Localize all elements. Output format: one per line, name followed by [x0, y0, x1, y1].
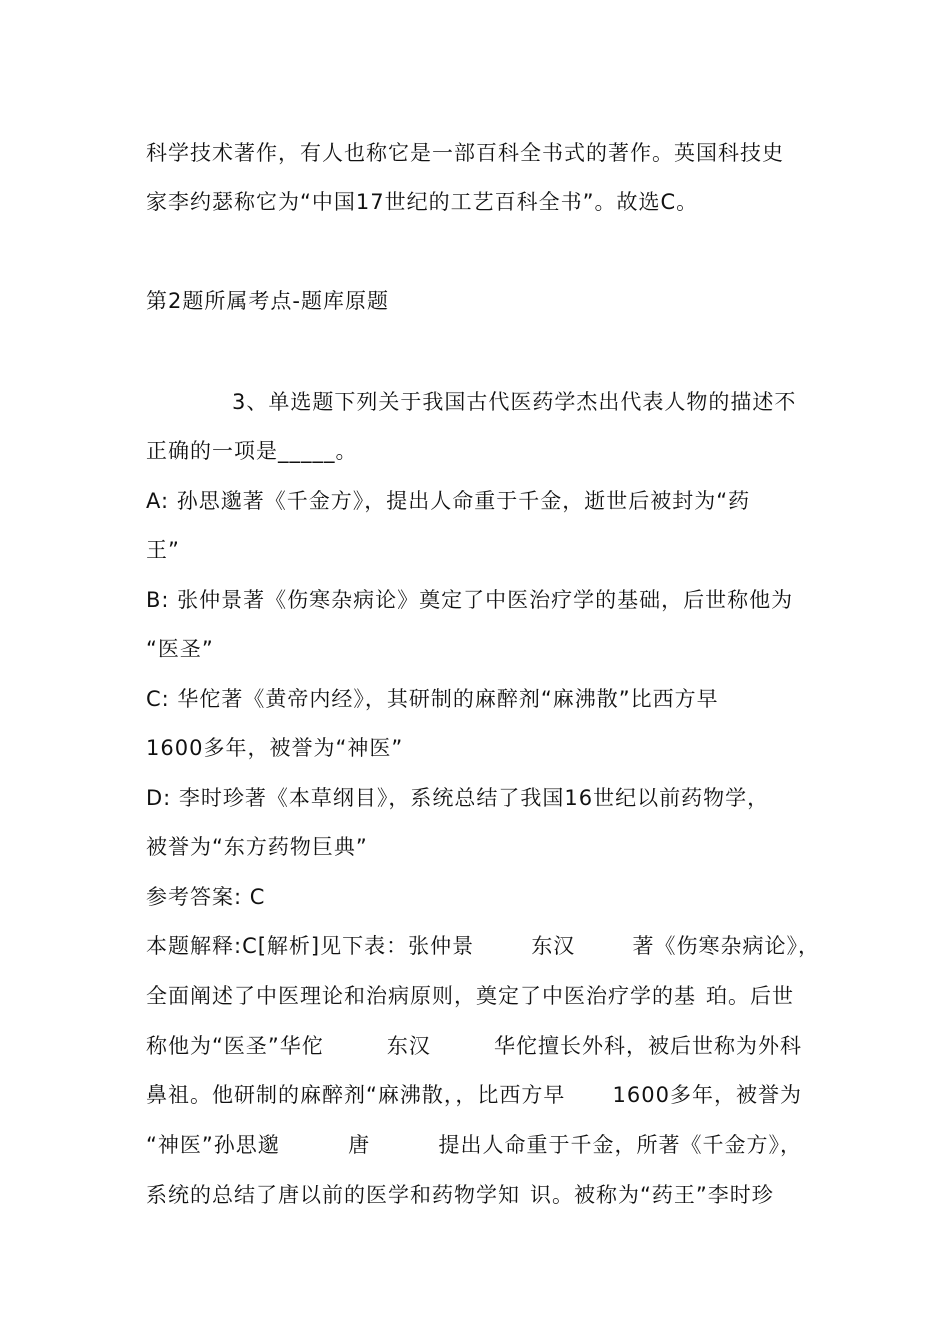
explanation-line: [146, 1180, 826, 1210]
explanation-line: [146, 1080, 802, 1110]
explanation-segment: 本题解释:C[解析]见下表：张仲景: [146, 934, 475, 958]
explanation-segment: 东汉: [386, 1034, 431, 1058]
section-heading: 第2题所属考点-题库原题: [146, 289, 389, 313]
explanation-segment: “神医”孙思邈: [146, 1133, 280, 1157]
explanation-segment: 珀。后世: [706, 984, 794, 1008]
question-stem-cont: 正确的一项是_____。: [146, 439, 358, 463]
answer-line: 参考答案: C: [146, 885, 266, 909]
explanation-line: [146, 1031, 802, 1061]
explanation-segment: 称他为“医圣”华佗: [146, 1034, 324, 1058]
explanation-segment: 著《伤寒杂病论》，: [632, 934, 820, 958]
explanation-segment: 鼻祖。他研制的麻醉剂“麻沸散，，比西方早: [146, 1083, 566, 1107]
explanation-line: [146, 981, 826, 1011]
option-b-cont: “医圣”: [146, 637, 214, 661]
text-line: 家李约瑟称它为“中国17世纪的工艺百科全书”。故选C。: [146, 190, 699, 214]
option-c: C: 华佗著《黄帝内经》，其研制的麻醉剂“麻沸散”比西方早: [146, 687, 719, 711]
option-b: B: 张仲景著《伤寒杂病论》奠定了中医治疗学的基础，后世称他为: [146, 588, 794, 612]
option-c-cont: 1600多年，被誉为“神医”: [146, 736, 404, 760]
explanation-segment: 识。被称为“药王”李时珍: [530, 1183, 774, 1207]
option-d-cont: 被誉为“东方药物巨典”: [146, 835, 368, 859]
option-a-cont: 王”: [146, 538, 180, 562]
question-stem: 3、单选题下列关于我国古代医药学杰出代表人物的描述不: [232, 390, 797, 414]
explanation-line: [146, 1130, 802, 1160]
explanation-segment: 唐: [348, 1133, 371, 1157]
text-line: 科学技术著作，有人也称它是一部百科全书式的著作。英国科技史: [146, 141, 784, 165]
option-a: A: 孙思邈著《千金方》，提出人命重于千金，逝世后被封为“药: [146, 489, 751, 513]
option-d: D: 李时珍著《本草纲目》，系统总结了我国16世纪以前药物学，: [146, 786, 770, 810]
explanation-segment: 系统的总结了唐以前的医学和药物学知: [146, 1183, 520, 1207]
explanation-segment: 提出人命重于千金，所著《千金方》，: [438, 1133, 802, 1157]
explanation-segment: 全面阐述了中医理论和治病原则，奠定了中医治疗学的基: [146, 984, 696, 1008]
explanation-line: [146, 931, 820, 961]
explanation-segment: 华佗擅长外科，被后世称为外科: [493, 1034, 802, 1058]
explanation-segment: 1600多年，被誉为: [612, 1083, 802, 1107]
explanation-segment: 东汉: [531, 934, 576, 958]
